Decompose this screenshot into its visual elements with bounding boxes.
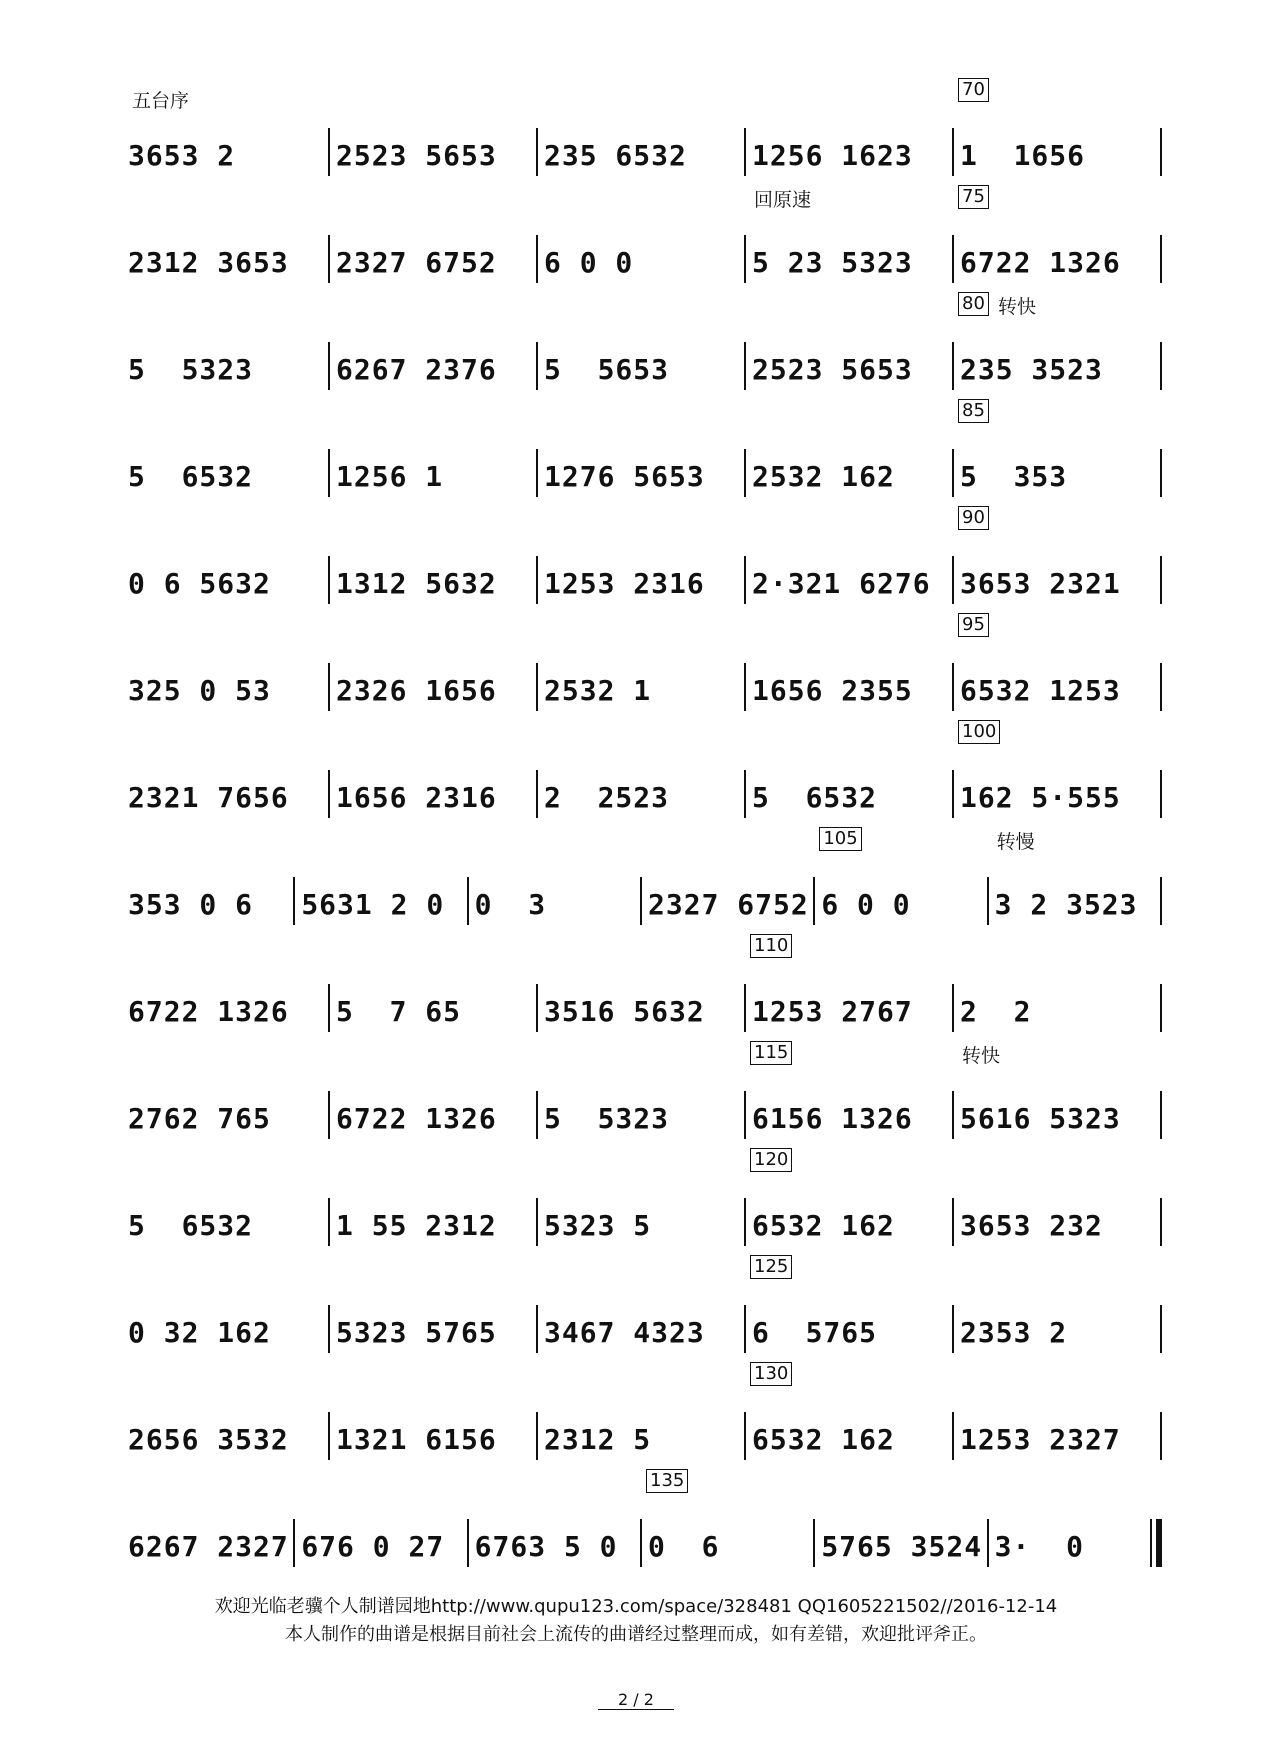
measure [954,641,1162,719]
measure-number-box: 75 [958,185,989,209]
measure-notes: 2532 1 [544,674,652,707]
measure [122,320,330,398]
measure-notes: 1256 1623 [752,139,913,172]
measure-notes: 3 2 3523 [994,888,1138,921]
measure [122,1283,330,1361]
measure [954,427,1162,505]
measure-notes: 353 0 6 [128,888,254,921]
measure-notes: 5 5323 [544,1102,670,1135]
measure [746,1069,954,1147]
measure-notes: 6 0 0 [821,888,911,921]
measure-notes: 0 6 [648,1530,720,1563]
measure-notes: 2 2523 [544,781,670,814]
measure [954,320,1162,398]
measure-notes: 6532 162 [752,1209,895,1242]
measure-notes: 6156 1326 [752,1102,913,1135]
measure-notes: 3516 5632 [544,995,705,1028]
measure-notes: 5 6532 [128,460,254,493]
measure [815,1497,988,1575]
measure [538,641,746,719]
measure-number-box: 90 [958,506,989,530]
measure-notes: 1312 5632 [336,567,497,600]
measure-notes: 2327 6752 [648,888,809,921]
measure [538,534,746,612]
tempo-marking: 转快 [998,296,1037,318]
measure [330,213,538,291]
measure [746,213,954,291]
measure-notes: 3653 2 [128,139,236,172]
measure-notes: 1 1656 [960,139,1086,172]
measure [954,534,1162,612]
measure-notes: 3653 2321 [960,567,1121,600]
measure-notes: 5 5653 [544,353,670,386]
measure-number-box: 70 [958,78,989,102]
measure [122,1069,330,1147]
measure-number-box: 130 [750,1362,792,1386]
measure [954,213,1162,291]
measure-number-box: 110 [750,934,792,958]
final-barline-thin [1150,1519,1152,1567]
measure-notes: 2523 5653 [752,353,913,386]
measure-notes: 5 7 65 [336,995,462,1028]
measure-notes: 1253 2316 [544,567,705,600]
measure-notes: 2312 3653 [128,246,289,279]
measure [122,748,330,826]
measure [330,1283,538,1361]
measure [330,1069,538,1147]
barline [1160,556,1162,604]
measure-number-box: 115 [750,1041,792,1065]
measure [538,213,746,291]
measure-notes: 6 5765 [752,1316,878,1349]
staff-row [122,1256,1162,1361]
staff-row [122,721,1162,826]
measure [330,748,538,826]
measure [330,320,538,398]
measure-number-box: 95 [958,613,989,637]
measure-notes: 1321 6156 [336,1423,497,1456]
measure [538,748,746,826]
footer-website-line: 欢迎光临老骥个人制谱园地http://www.qupu123.com/space/328481 QQ1605221502//2016-12-14 [214,1596,1058,1617]
measure-notes: 3· 0 [994,1530,1084,1563]
page-number [0,1690,1272,1709]
measure-notes: 6267 2327 [128,1530,289,1563]
measure-notes: 5 353 [960,460,1068,493]
measure-notes: 2326 1656 [336,674,497,707]
measure-notes: 2656 3532 [128,1423,289,1456]
measure-notes: 3653 232 [960,1209,1103,1242]
measure-number-box: 80 [958,292,989,316]
measure [954,1069,1162,1147]
measure [746,748,954,826]
measure [746,106,954,184]
measure [954,962,1162,1040]
measure-notes: 235 3523 [960,353,1103,386]
measure [122,855,295,933]
measure [122,106,330,184]
staff-row [122,935,1162,1040]
staff-row [122,400,1162,505]
measure-notes: 2312 5 [544,1423,652,1456]
measure [642,855,815,933]
barline [1160,235,1162,283]
measure [122,1390,330,1468]
measure-number-box: 85 [958,399,989,423]
measure-notes: 6 0 0 [544,246,634,279]
barline [1160,449,1162,497]
measure-notes: 1256 1 [336,460,444,493]
measure-notes: 0 6 5632 [128,567,271,600]
measure-number-box: 125 [750,1255,792,1279]
tempo-marking: 回原速 [754,189,812,211]
measure [746,427,954,505]
section-label: 五台序 [132,90,190,112]
measure-notes: 5 5323 [128,353,254,386]
measure [989,855,1162,933]
measure [538,320,746,398]
barline [1160,984,1162,1032]
measure-notes: 2327 6752 [336,246,497,279]
measure [538,962,746,1040]
measure [122,1176,330,1254]
measure [122,427,330,505]
measure [538,1390,746,1468]
measure-notes: 2321 7656 [128,781,289,814]
measure-notes: 1656 2316 [336,781,497,814]
measure [815,855,988,933]
measure-notes: 2532 162 [752,460,895,493]
measure-notes: 5 6532 [128,1209,254,1242]
measure [746,1390,954,1468]
measure [538,427,746,505]
measure-notes: 3467 4323 [544,1316,705,1349]
measure [122,641,330,719]
measure [538,1176,746,1254]
measure [746,641,954,719]
barline [1160,770,1162,818]
barline [1160,342,1162,390]
measure [538,1283,746,1361]
measure [330,962,538,1040]
measure-notes: 2762 765 [128,1102,271,1135]
measure-notes: 0 32 162 [128,1316,271,1349]
staff-row [122,1149,1162,1254]
measure-notes: 1253 2327 [960,1423,1121,1456]
staff-row [122,1470,1162,1575]
measure-notes: 5631 2 0 [301,888,445,921]
measure-notes: 5323 5765 [336,1316,497,1349]
measure-notes: 6763 5 0 [474,1530,618,1563]
measure-notes: 6267 2376 [336,353,497,386]
measure [954,1283,1162,1361]
barline [1160,663,1162,711]
measure [295,855,468,933]
measure [954,748,1162,826]
measure-notes: 1 55 2312 [336,1209,497,1242]
barline [1160,1091,1162,1139]
measure-notes: 162 5·555 [960,781,1121,814]
measure [295,1497,468,1575]
measure-notes: 6722 1326 [960,246,1121,279]
page-number-text: 2 / 2 [598,1690,674,1710]
measure-notes: 5765 3524 [821,1530,983,1563]
measure-notes: 5 6532 [752,781,878,814]
measure-notes: 2·321 6276 [752,567,931,600]
measure [746,1176,954,1254]
measure [538,1069,746,1147]
barline [1160,128,1162,176]
measure [122,962,330,1040]
measure [330,534,538,612]
measure [330,1176,538,1254]
measure [954,106,1162,184]
measure-notes: 5 23 5323 [752,246,913,279]
measure-notes: 0 3 [474,888,547,921]
measure [746,1283,954,1361]
measure-notes: 1656 2355 [752,674,913,707]
measure-notes: 676 0 27 [301,1530,445,1563]
measure [330,106,538,184]
footer-disclaimer-line: 本人制作的曲谱是根据目前社会上流传的曲谱经过整理而成，如有差错，欢迎批评斧正。 [285,1624,987,1645]
measure [469,855,642,933]
measure-notes: 2523 5653 [336,139,497,172]
barline [1160,1412,1162,1460]
final-barline [1156,1519,1162,1567]
measure [330,1390,538,1468]
barline [1160,1305,1162,1353]
measure [122,1497,295,1575]
staff-row [122,614,1162,719]
measure [642,1497,815,1575]
barline [1160,1198,1162,1246]
measure [538,106,746,184]
measure-notes: 2353 2 [960,1316,1068,1349]
staff-row [122,507,1162,612]
measure [122,213,330,291]
measure [954,1390,1162,1468]
measure-notes: 6532 162 [752,1423,895,1456]
tempo-marking: 转慢 [996,831,1035,853]
measure [330,641,538,719]
measure-notes: 1253 2767 [752,995,913,1028]
measure-notes: 325 0 53 [128,674,271,707]
measure-notes: 6722 1326 [128,995,289,1028]
measure [746,320,954,398]
measure-notes: 6722 1326 [336,1102,497,1135]
measure-notes: 2 2 [960,995,1032,1028]
measure-notes: 6532 1253 [960,674,1121,707]
measure-notes: 5323 5 [544,1209,652,1242]
measure-notes: 5616 5323 [960,1102,1121,1135]
measure [330,427,538,505]
measure-notes: 1276 5653 [544,460,705,493]
measure [746,962,954,1040]
measure [954,1176,1162,1254]
measure-number-box: 120 [750,1148,792,1172]
staff-row [122,1363,1162,1468]
staff-row [122,186,1162,291]
measure [989,1497,1162,1575]
measure-number-box: 135 [646,1469,688,1493]
staff-row [122,293,1162,398]
measure [122,534,330,612]
measure-notes: 235 6532 [544,139,687,172]
staff-row [122,828,1162,933]
measure [469,1497,642,1575]
measure-number-box: 100 [958,720,1000,744]
staff-row [122,1042,1162,1147]
barline [1160,877,1162,925]
measure [746,534,954,612]
measure-number-box: 105 [819,827,861,851]
tempo-marking: 转快 [962,1045,1001,1067]
